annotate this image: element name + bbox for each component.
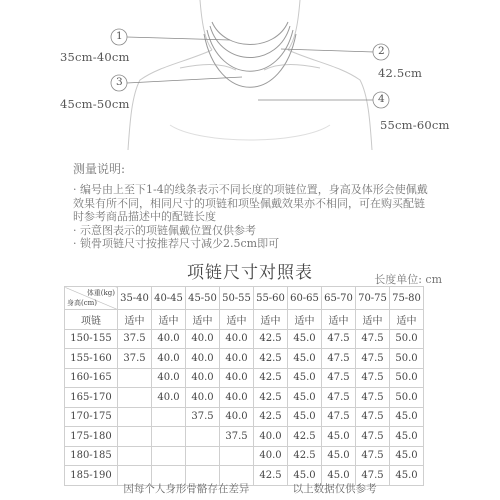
table-row — [65, 329, 424, 349]
length-cell: 47.5 — [322, 407, 356, 427]
length-cell: 47.5 — [322, 329, 356, 349]
length-cell: 50.0 — [390, 329, 424, 349]
fit-cell: 适中 — [322, 310, 356, 330]
length-cell: 45.0 — [288, 466, 322, 486]
length-cell: 42.5 — [254, 329, 288, 349]
note-line: · 示意图表示的项链佩戴位置仅供参考 — [73, 223, 256, 237]
length-label-1: 35cm-40cm — [60, 50, 130, 64]
length-cell: 40.0 — [186, 349, 220, 369]
length-cell: 40.0 — [254, 446, 288, 466]
weight-col-header: 70-75 — [356, 287, 390, 310]
length-cell: 40.0 — [220, 368, 254, 388]
length-cell: 45.0 — [288, 329, 322, 349]
table-row — [65, 368, 424, 388]
chest-outline — [170, 125, 330, 140]
length-cell — [118, 388, 152, 408]
height-row-label: 175-180 — [65, 427, 118, 447]
table-row — [65, 407, 424, 427]
table-corner-cell — [65, 287, 118, 310]
fit-row-label: 项链 — [65, 310, 118, 330]
height-axis-label: 身高(cm) — [67, 299, 98, 307]
length-cell — [186, 446, 220, 466]
weight-col-header: 50-55 — [220, 287, 254, 310]
length-cell: 37.5 — [118, 329, 152, 349]
length-cell: 40.0 — [152, 368, 186, 388]
length-cell: 42.5 — [254, 368, 288, 388]
measurement-notes-title: 测量说明: — [73, 162, 126, 176]
length-cell: 47.5 — [356, 329, 390, 349]
measurement-notes — [73, 183, 448, 251]
weight-col-header: 65-70 — [322, 287, 356, 310]
length-cell: 40.0 — [152, 388, 186, 408]
length-cell: 47.5 — [356, 446, 390, 466]
right-collarbone — [264, 65, 320, 71]
length-cell: 50.0 — [390, 368, 424, 388]
left-collarbone — [180, 65, 236, 71]
leader-line-2 — [281, 49, 374, 52]
length-cell — [118, 407, 152, 427]
length-label-4: 55cm-60cm — [380, 118, 450, 132]
length-cell: 40.0 — [220, 388, 254, 408]
length-cell: 40.0 — [220, 349, 254, 369]
fit-cell: 适中 — [254, 310, 288, 330]
length-cell: 45.0 — [288, 388, 322, 408]
weight-col-header: 55-60 — [254, 287, 288, 310]
fit-cell: 适中 — [220, 310, 254, 330]
table-row — [65, 446, 424, 466]
neck-outline — [200, 0, 300, 50]
note-line: 效果有所不同，相同尺寸的项链和项坠佩戴效果亦不相同，可在购买配链 — [73, 196, 425, 210]
length-cell: 47.5 — [356, 349, 390, 369]
length-cell: 40.0 — [186, 329, 220, 349]
disclaimer-right: 以上数据仅供参考 — [292, 483, 377, 495]
length-cell: 47.5 — [322, 368, 356, 388]
length-cell — [118, 427, 152, 447]
length-cell: 45.0 — [288, 407, 322, 427]
note-line: · 编号由上至下1-4的线条表示不同长度的项链位置，身高及体形会使佩戴 — [73, 183, 428, 196]
fit-cell: 适中 — [118, 310, 152, 330]
table-row — [65, 427, 424, 447]
length-cell: 45.0 — [288, 349, 322, 369]
necklace-line-2 — [210, 26, 290, 58]
length-cell: 45.0 — [322, 427, 356, 447]
length-label-2: 42.5cm — [378, 66, 423, 80]
length-cell: 40.0 — [220, 407, 254, 427]
fit-cell: 适中 — [288, 310, 322, 330]
height-row-label: 160-165 — [65, 368, 118, 388]
length-cell — [220, 446, 254, 466]
length-cell: 42.5 — [254, 407, 288, 427]
fit-cell: 适中 — [152, 310, 186, 330]
weight-axis-label: 体重(kg) — [86, 289, 115, 297]
size-rows — [65, 329, 424, 485]
length-cell: 37.5 — [118, 349, 152, 369]
length-unit-label: 长度单位: cm — [374, 273, 442, 286]
length-cell — [118, 446, 152, 466]
height-row-label: 150-155 — [65, 329, 118, 349]
length-cell — [186, 427, 220, 447]
weight-header-row — [65, 287, 424, 310]
length-cell: 50.0 — [390, 388, 424, 408]
length-cell: 45.0 — [390, 446, 424, 466]
length-cell: 45.0 — [390, 466, 424, 486]
table-row — [65, 388, 424, 408]
length-cell: 47.5 — [356, 368, 390, 388]
disclaimer-left: 因每个人身形骨骼存在差异 — [123, 483, 250, 495]
length-cell: 45.0 — [288, 368, 322, 388]
note-line: 时参考商品描述中的配链长度 — [73, 210, 216, 223]
marker-number-1: 1 — [116, 30, 123, 42]
length-cell: 47.5 — [322, 349, 356, 369]
length-cell: 50.0 — [390, 349, 424, 369]
length-cell: 40.0 — [186, 388, 220, 408]
length-cell: 45.0 — [390, 427, 424, 447]
fit-row — [65, 310, 424, 330]
length-cell: 42.5 — [254, 466, 288, 486]
length-cell: 40.0 — [152, 349, 186, 369]
fit-cell: 适中 — [356, 310, 390, 330]
weight-col-header: 75-80 — [390, 287, 424, 310]
height-row-label: 165-170 — [65, 388, 118, 408]
leader-line-3 — [127, 77, 242, 83]
length-cell: 40.0 — [254, 427, 288, 447]
size-table-title: 项链尺寸对照表 — [187, 263, 313, 283]
length-cell — [152, 446, 186, 466]
length-cell: 37.5 — [220, 427, 254, 447]
fit-cell: 适中 — [390, 310, 424, 330]
note-line: · 锁骨项链尺寸按推荐尺寸减少2.5cm即可 — [73, 237, 280, 250]
length-cell: 42.5 — [288, 427, 322, 447]
marker-number-4: 4 — [378, 93, 385, 105]
length-cell: 47.5 — [356, 466, 390, 486]
length-cell: 47.5 — [356, 388, 390, 408]
length-cell: 45.0 — [322, 446, 356, 466]
height-row-label: 170-175 — [65, 407, 118, 427]
necklace-line-1 — [212, 22, 288, 45]
length-cell: 47.5 — [356, 407, 390, 427]
disclaimer-footer — [0, 481, 500, 496]
length-cell: 40.0 — [220, 329, 254, 349]
length-cell — [118, 368, 152, 388]
height-row-label: 180-185 — [65, 446, 118, 466]
length-cell: 47.5 — [322, 388, 356, 408]
necklace-size-table — [64, 286, 424, 486]
weight-col-header: 35-40 — [118, 287, 152, 310]
weight-col-header: 60-65 — [288, 287, 322, 310]
length-cell: 42.5 — [254, 349, 288, 369]
marker-number-3: 3 — [116, 76, 123, 88]
length-cell: 40.0 — [152, 329, 186, 349]
length-cell: 40.0 — [186, 368, 220, 388]
weight-col-header: 45-50 — [186, 287, 220, 310]
fit-cell: 适中 — [186, 310, 220, 330]
marker-number-2: 2 — [378, 45, 385, 57]
table-row — [65, 349, 424, 369]
length-cell: 37.5 — [186, 407, 220, 427]
length-cell: 45.0 — [322, 466, 356, 486]
length-cell: 47.5 — [356, 427, 390, 447]
height-row-label: 155-160 — [65, 349, 118, 369]
height-row-label: 185-190 — [65, 466, 118, 486]
length-label-3: 45cm-50cm — [60, 97, 130, 111]
length-cell — [152, 407, 186, 427]
length-cell: 42.5 — [288, 446, 322, 466]
length-cell: 45.0 — [390, 407, 424, 427]
length-cell: 42.5 — [254, 388, 288, 408]
weight-col-header: 40-45 — [152, 287, 186, 310]
length-cell — [152, 427, 186, 447]
